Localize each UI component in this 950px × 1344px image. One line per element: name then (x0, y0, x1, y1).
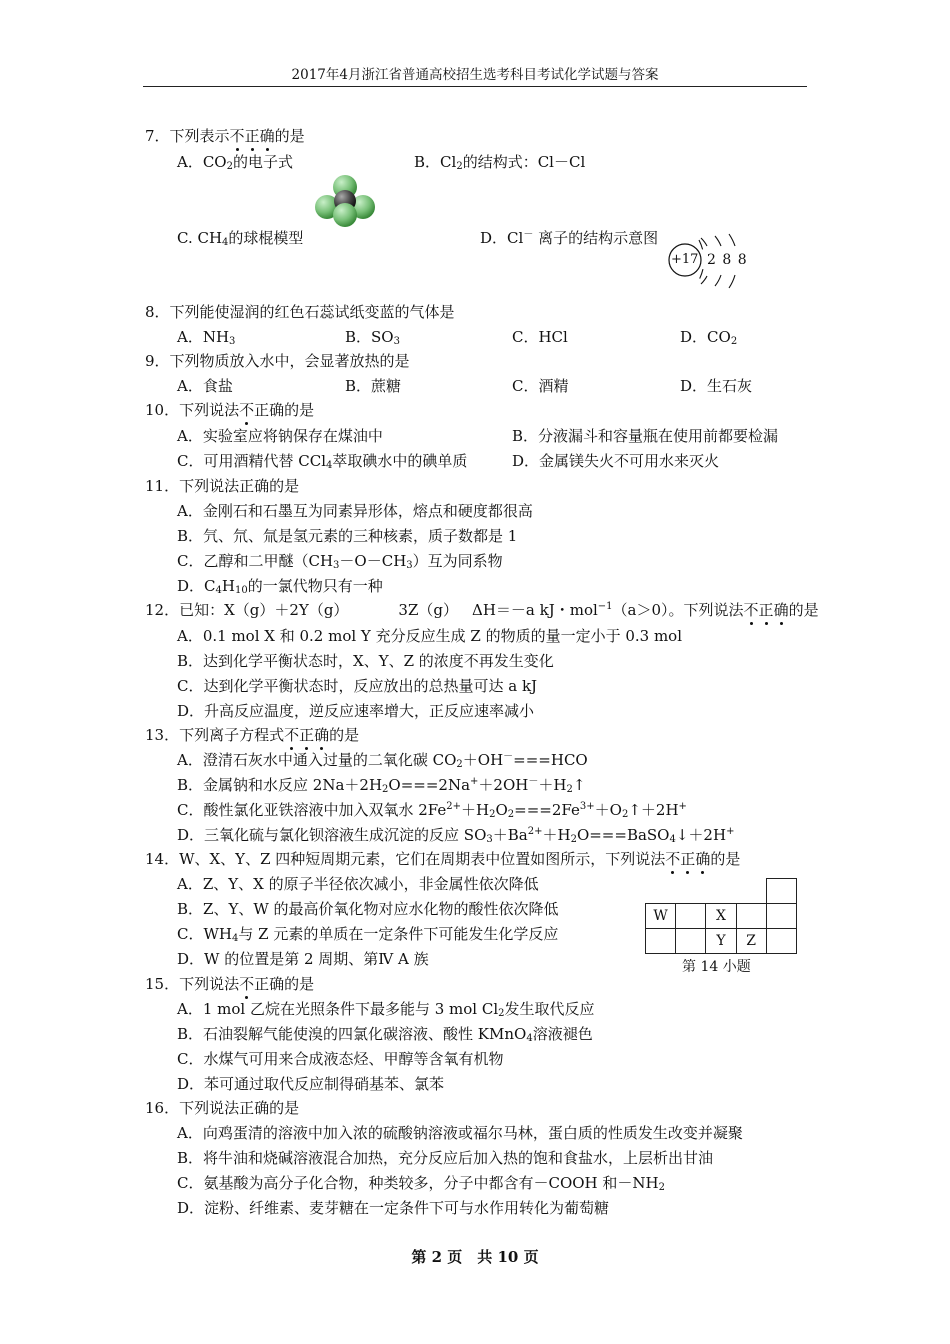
nucleus-charge: +17 (671, 252, 699, 267)
q8-option-c: C．HCl (512, 328, 568, 346)
q12-option-d: D．升高反应温度，逆反应速率增大，正反应速率减小 (177, 702, 535, 720)
q15-option-d: D．苯可通过取代反应制得硝基苯、氯苯 (177, 1075, 445, 1093)
q10-option-d: D．金属镁失火不可用水来灭火 (512, 452, 720, 470)
q8-option-d: D．$CO_2$ (680, 328, 738, 347)
ch4-ball-stick-model (312, 172, 378, 230)
q13-option-a: A．澄清石灰水中通入过量的二氧化碳 $CO_2+OH^-===HCO$ (177, 751, 588, 770)
cell-z: Z (736, 929, 766, 954)
q9-option-d: D．生石灰 (680, 377, 753, 395)
q15-stem: 15．下列说法不正确的是 (145, 975, 315, 993)
table-cell (676, 929, 706, 954)
cell-w: W (646, 904, 676, 929)
table-cell (676, 904, 706, 929)
electron-shells: 2 8 8 (707, 252, 747, 268)
cell-y: Y (706, 929, 736, 954)
q9-option-c: C．酒精 (512, 377, 569, 395)
q15-option-b: B．石油裂解气能使溴的四氯化碳溶液、酸性 KMnO$_4$溶液褪色 (177, 1025, 593, 1044)
page-footer: 第 2 页 共 10 页 (411, 1248, 539, 1266)
table-cell (646, 929, 676, 954)
q11-option-d: D．$C_4H_{10}$的一氯代物只有一种 (177, 577, 383, 596)
q14-option-c: C．$WH_4$与 Z 元素的单质在一定条件下可能发生化学反应 (177, 925, 559, 944)
q8-option-b: B．$SO_3$ (345, 328, 400, 347)
cell-x: X (706, 904, 736, 929)
q16-stem: 16．下列说法正确的是 (145, 1099, 300, 1117)
q10-stem: 10．下列说法不正确的是 (145, 401, 315, 419)
q11-option-c: C．乙醇和二甲醚$(CH_3-O-CH_3)$互为同系物 (177, 552, 503, 571)
q14-table-caption: 第 14 小题 (682, 959, 751, 975)
q7-option-a: A．$CO_2$的电子式 (177, 153, 293, 172)
q9-option-a: A．食盐 (177, 377, 233, 395)
q10-option-b: B．分液漏斗和容量瓶在使用前都要检漏 (512, 427, 779, 445)
q13-stem: 13．下列离子方程式不正确的是 (145, 726, 360, 744)
q16-option-b: B．将牛油和烧碱溶液混合加热，充分反应后加入热的饱和食盐水，上层析出甘油 (177, 1149, 714, 1167)
q14-option-b: B．Z、Y、W 的最高价氧化物对应水化物的酸性依次降低 (177, 900, 559, 918)
q9-stem: 9．下列物质放入水中，会显著放热的是 (145, 352, 410, 370)
q8-stem: 8．下列能使湿润的红色石蕊试纸变蓝的气体是 (145, 303, 455, 321)
q11-option-b: B．氕、氘、氚是氢元素的三种核素，质子数都是 1 (177, 527, 518, 545)
table-cell (766, 929, 796, 954)
q7-option-b: B．$Cl_2$的结构式：Cl－Cl (414, 153, 586, 172)
q9-option-b: B．蔗糖 (345, 377, 402, 395)
q14-option-d: D．W 的位置是第 2 周期、第Ⅳ A 族 (177, 950, 429, 968)
q12-option-c: C．达到化学平衡状态时，反应放出的总热量可达 a kJ (177, 677, 538, 695)
q11-option-a: A．金刚石和石墨互为同素异形体，熔点和硬度都很高 (177, 502, 533, 520)
q12-stem: 12．已知：X（g）＋2Y（g） 3Z（g） ΔH＝－a kJ・mol$^{-1}$（a＞0）。下列说法不正确的是 (145, 601, 819, 619)
q10-option-a: A．实验室应将钠保存在煤油中 (177, 427, 383, 445)
q13-option-d: D．三氧化硫与氯化钡溶液生成沉淀的反应 $SO_3+Ba^{2+}+H_2O===BaSO_4↓+2H^+$ (177, 826, 735, 845)
table-cell (766, 904, 796, 929)
q12-option-a: A．0.1 mol X 和 0.2 mol Y 充分反应生成 Z 的物质的量一定小于 0.3 mol (177, 627, 683, 645)
q12-option-b: B．达到化学平衡状态时，X、Y、Z 的浓度不再发生变化 (177, 652, 554, 670)
q7-option-c: C. $CH_4$的球棍模型 (177, 229, 304, 248)
q16-option-c: C．氨基酸为高分子化合物，种类较多，分子中都含有－COOH 和$-NH_2$ (177, 1174, 665, 1193)
page-header: 2017年4月浙江省普通高校招生选考科目考试化学试题与答案 (143, 66, 807, 87)
q7-stem: 7．下列表示不正确的是 (145, 127, 305, 145)
q7-option-d: D．Cl－ 离子的结构示意图 (480, 229, 659, 247)
cl-ion-structure-diagram (665, 232, 755, 292)
q14-stem: 14．W、X、Y、Z 四种短周期元素，它们在周期表中位置如图所示，下列说法不正确的是 (145, 850, 741, 868)
q16-option-a: A．向鸡蛋清的溶液中加入浓的硫酸钠溶液或福尔马林，蛋白质的性质发生改变并凝聚 (177, 1124, 743, 1142)
q15-option-a: A．1 mol 乙烷在光照条件下最多能与 3 mol $Cl_2$发生取代反应 (177, 1000, 595, 1019)
q10-option-c: C．可用酒精代替 CCl$_4$萃取碘水中的碘单质 (177, 452, 468, 471)
table-cell (766, 879, 796, 904)
table-cell (736, 904, 766, 929)
q15-option-c: C．水煤气可用来合成液态烃、甲醇等含氧有机物 (177, 1050, 504, 1068)
q13-option-b: B．金属钠和水反应 $2Na+2H_2O===2Na^++2OH^-+H_2↑$ (177, 776, 586, 795)
q13-option-c: C．酸性氯化亚铁溶液中加入双氧水 $2Fe^{2+}+H_2O_2===2Fe^{3+}+O_2↑+2H^+$ (177, 801, 687, 820)
q11-stem: 11．下列说法正确的是 (145, 477, 300, 495)
q8-option-a: A．$NH_3$ (177, 328, 236, 347)
q14-option-a: A．Z、Y、X 的原子半径依次减小，非金属性依次降低 (177, 875, 539, 893)
periodic-table-fragment (645, 878, 797, 954)
q16-option-d: D．淀粉、纤维素、麦芽糖在一定条件下可与水作用转化为葡萄糖 (177, 1199, 610, 1217)
